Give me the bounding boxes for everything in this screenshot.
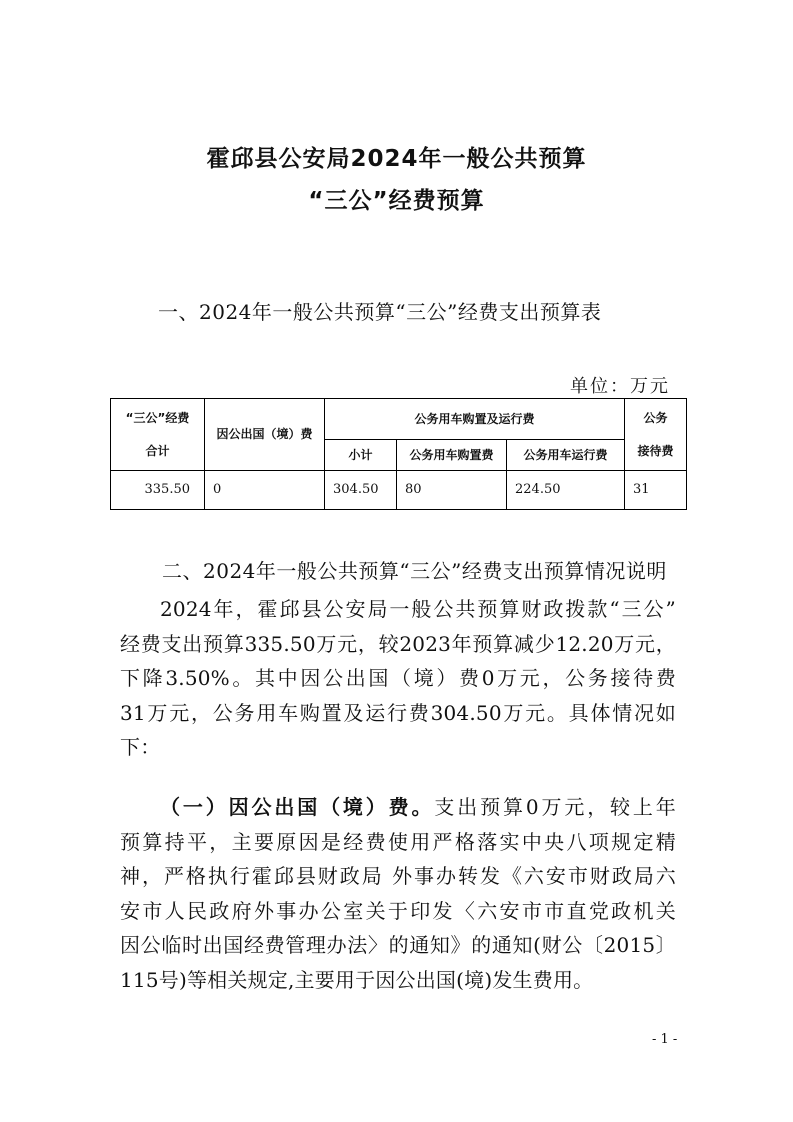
paragraph-line: 115号)等相关规定,主要用于因公出国(境)发生费用。 xyxy=(120,967,594,992)
paragraph-line: 神，严格执行霍邱县财政局 外事办转发《六安市财政局六 xyxy=(120,864,676,888)
paragraph-overview xyxy=(120,592,676,765)
document-title-line-2: “三公”经费预算 xyxy=(308,188,485,214)
document-title-line-1: 霍邱县公安局2024年一般公共预算 xyxy=(206,146,587,172)
header-reception xyxy=(625,399,687,471)
cell-total: 335.50 xyxy=(111,471,205,510)
paragraph-lead-rest: 支出预算0万元，较上年 xyxy=(434,795,676,819)
section-1-heading: 一、2024年一般公共预算“三公”经费支出预算表 xyxy=(158,300,602,324)
paragraph-line: 预算持平，主要原因是经费使用严格落实中央八项规定精 xyxy=(120,829,676,854)
header-reception-bottom: 接待费 xyxy=(637,443,674,458)
page-number: - 1 - xyxy=(652,1032,678,1047)
unit-label: 单位：万元 xyxy=(570,376,670,397)
paragraph-line: 因公临时出国经费管理办法〉的通知》的通知(财公〔2015〕 xyxy=(120,933,676,957)
cell-vehicle-operation: 224.50 xyxy=(507,471,625,510)
paragraph-overseas xyxy=(120,790,676,997)
header-vehicle-operation: 公务用车运行费 xyxy=(507,440,625,471)
header-total-bottom: 合计 xyxy=(145,443,170,458)
paragraph-line: 下降3.50%。其中因公出国（境）费0万元，公务接待费 xyxy=(120,666,676,690)
header-subtotal: 小计 xyxy=(325,440,397,471)
paragraph-line xyxy=(120,790,676,825)
header-gap xyxy=(625,426,686,444)
table-header-row-1 xyxy=(111,399,687,440)
paragraph-line: 下： xyxy=(120,735,161,759)
table-row xyxy=(111,471,687,510)
header-total-top: “三公”经费 xyxy=(125,411,190,426)
header-vehicle-purchase: 公务用车购置费 xyxy=(397,440,507,471)
header-total xyxy=(111,399,205,471)
paragraph-line: 31万元，公务用车购置及运行费304.50万元。具体情况如 xyxy=(120,700,676,725)
header-overseas: 因公出国（境）费 xyxy=(205,399,325,471)
cell-reception: 31 xyxy=(625,471,687,510)
paragraph-line: 2024年，霍邱县公安局一般公共预算财政拨款“三公” xyxy=(160,597,676,621)
paragraph-line: 经费支出预算335.50万元，较2023年预算减少12.20万元， xyxy=(120,631,677,656)
cell-overseas: 0 xyxy=(205,471,325,510)
paragraph-line: 安市人民政府外事办公室关于印发〈六安市市直党政机关 xyxy=(120,898,676,923)
header-vehicle-group: 公务用车购置及运行费 xyxy=(325,399,625,440)
cell-subtotal: 304.50 xyxy=(325,471,397,510)
section-2-heading: 二、2024年一般公共预算“三公”经费支出预算情况说明 xyxy=(162,559,667,583)
header-reception-top: 公务 xyxy=(643,411,668,426)
budget-table xyxy=(110,398,687,510)
header-gap xyxy=(111,426,204,444)
cell-vehicle-purchase: 80 xyxy=(397,471,507,510)
paragraph-lead: （一）因公出国（境）费。 xyxy=(160,795,435,819)
